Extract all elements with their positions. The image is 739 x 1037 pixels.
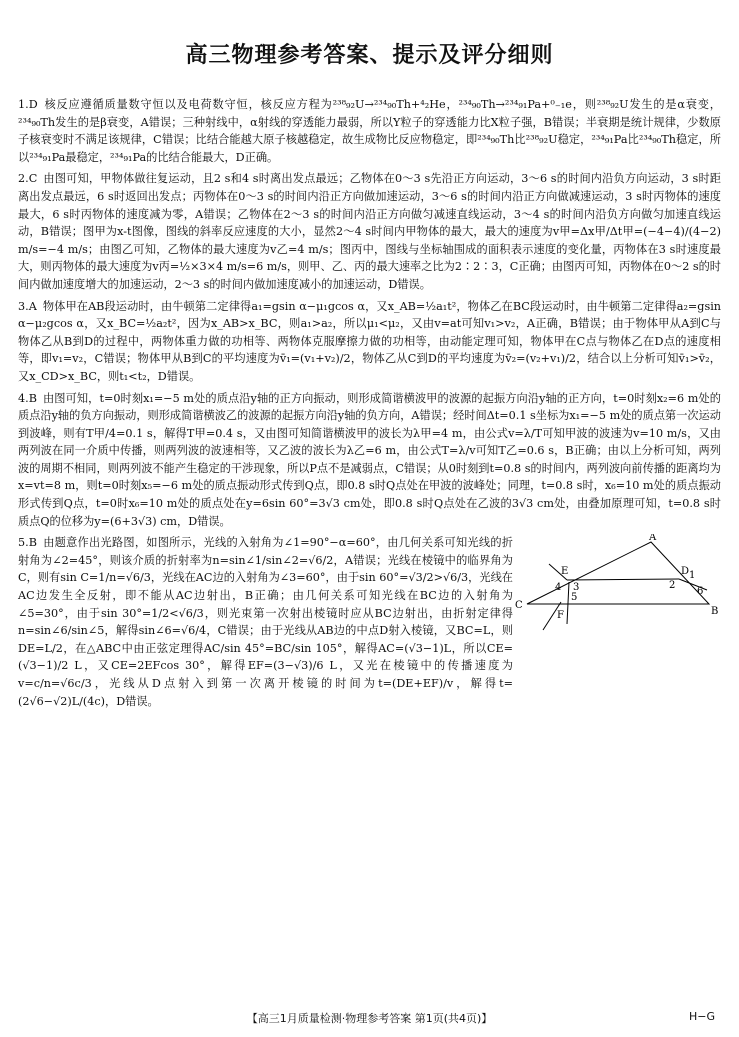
item-5-body	[18, 534, 513, 710]
item-number: 1.	[18, 98, 29, 111]
label-c: C	[515, 600, 523, 612]
item-answer: A	[28, 299, 37, 313]
angle-label-1: 1	[689, 570, 696, 582]
label-b: B	[711, 606, 719, 618]
item-answer: D	[28, 98, 38, 111]
footer-code: H−G	[688, 1010, 715, 1023]
angle-label-4: 4	[555, 582, 562, 594]
angle-label-3: 3	[573, 582, 580, 594]
angle-label-6: 6	[697, 586, 704, 598]
footer-center-text: 【高三1月质量检测·物理参考答案 第1页(共4页)】	[246, 1012, 493, 1025]
item-number: 5.	[18, 536, 29, 550]
item-number: 2.	[18, 172, 29, 186]
item-answer: B	[28, 391, 37, 405]
answer-content	[18, 96, 721, 714]
answer-item-1	[18, 96, 721, 166]
item-explanation: 由图可知，甲物体做往复运动，且2 s和4 s时离出发点最远；乙物体在0～3 s先沿正方向运动，3～6 s的时间内沿负方向运动，3 s时距离出发点最远，6 s时返回出发点；丙物体在0～3 s的时间内沿正方向做加速运动，3～6 s的时间内沿正方向做减速运动，3 s时丙物体的速度最大，6 s时丙物体的速度减为零，A错误；乙物体在2～3 s的时间内沿正方向做匀减速直线运动，3～4 s的时间内沿负方向做匀加速直线运动，B错误；图甲为x-t图像，图线的斜率反应速度的大小，显然2～4 s时间内甲物体的最大，最大的速度为v甲=Δx甲/Δt甲=(−4−4)/(4−2) m/s=−4 m/s；由图乙可知，乙物体的最大速度为v乙=4 m/s；图丙中，图线与坐标轴围成的面积表示速度的变化量，丙物体在3 s时速度最大，则丙物体的最大速度为v丙=½×3×4 m/s=6 m/s，则甲、乙、丙的最大速率之比为2∶2∶3，C正确；由图丙可知，丙物体在0～2 s的时间内做加速度增大的加速运动，2～3 s的时间内做加速度减小的加速运动，D错误。	[18, 172, 721, 291]
item-answer: B	[28, 536, 37, 550]
item-explanation: 由题意作出光路图，如图所示，光线的入射角为∠1=90°−α=60°，由几何关系可知光线的折射角为∠2=45°，则该介质的折射率为n=sin∠1/sin∠2=√6/2，A错误；光线在棱镜中的临界角为C，则有sin C=1/n=√6/3，光线在AC边的入射角为∠3=60°，由于sin 60°=√3/2>√6/3，光线在AC边发生全反射，即不能从AC边射出，B正确；由几何关系可知光线在BC边的入射角为∠5=30°，由于sin 30°=1/2<√6/3，则光束第一次射出棱镜时应从BC边射出，由折射定律得n=sin∠6/sin∠5，解得sin∠6=√6/4，C错误；由于光线从AB边的中点D射入棱镜，又BC=L，则DE=L/2，在△ABC中由正弦定理得AC/sin 45°=BC/sin 105°，解得AC=(√3−1)L，所以CE=(√3−1)/2 L，又CE=2EFcos 30°，解得EF=(3−√3)/6 L，又光在棱镜中的传播速度为v=c/n=√6c/3，光线从D点射入到第一次离开棱镜的时间为t=(DE+EF)/v，解得t=(2√6−√2)L/(4c)，D错误。	[18, 536, 513, 708]
answer-item-4	[18, 390, 721, 531]
label-d: D	[681, 566, 690, 578]
reflected-ray	[567, 582, 569, 624]
page-title: 高三物理参考答案、提示及评分细则	[185, 43, 554, 68]
item-explanation: 核反应遵循质量数守恒以及电荷数守恒，核反应方程为²³⁸₉₂U→²³⁴₉₀Th+⁴₂He，²³⁴₉₀Th→²³⁴₉₁Pa+⁰₋₁e，则²³⁸₉₂U发生的是α衰变，²³⁴₉₀Th发生的是β衰变，A错误；三种射线中，α射线的穿透能力最弱，所以Y粒子的穿透能力比X粒子强，B错误；半衰期是统计规律，少数原子核衰变时不满足该规律，C错误；比结合能越大原子核越稳定，故生成物比反应物稳定，即²³⁴₉₀Th比²³⁸₉₂U稳定，²³⁴₉₁Pa比²³⁴₉₀Th稳定，所以²³⁴₉₁Pa最稳定，²³⁴₉₁Pa的比结合能最大，D正确。	[18, 98, 721, 164]
item-explanation: 物体甲在AB段运动时，由牛顿第二定律得a₁=gsin α−μ₁gcos α，又x_AB=½a₁t²，物体乙在BC段运动时，由牛顿第二定律得a₂=gsin α−μ₂gcos α，又x_BC=½a₂t²，因为x_AB>x_BC，则a₁>a₂，所以μ₁<μ₂，又由v=at可知v₁>v₂，A正确，B错误；由于物体甲从A到C与物体乙从B到D的过程中，两物体重力做的功相等、两物体克服摩擦力做的功相等，由动能定理可知，物体甲在C点与物体乙在D点的速度相等，即v₁=v₂，C错误；物体甲从B到C的平均速度为v̄₁=(v₁+v₂)/2，物体乙从C到D的平均速度为v̄₂=(v₂+v₁)/2，结合以上分析可知v̄₁>v̄₂，又x_CD>x_BC，则t₁<t₂，D错误。	[18, 299, 721, 383]
prism-light-path-diagram	[509, 534, 721, 644]
item-answer: C	[28, 172, 38, 186]
answer-item-5	[18, 534, 721, 710]
answer-item-2	[18, 170, 721, 293]
item-explanation: 由图可知，t=0时刻x₁=−5 m处的质点沿y轴的正方向振动，则形成简谐横波甲的波源的起振方向沿y轴的正方向，t=0时刻x₂=6 m处的质点沿y轴的负方向振动，则形成简谐横波乙的波源的起振方向沿y轴的负方向，A错误；经时间Δt=0.1 s坐标为x₁=−5 m处的质点第一次运动到波峰，则有T甲/4=0.1 s，解得T甲=0.4 s，又由图可知简谐横波甲的波长为λ甲=4 m，由公式v=λ/T可知甲波的波速为v=10 m/s，又由两列波在同一介质中传播，则两列波的波速相等，又乙波的波长为λ乙=6 m，由公式T=λ/v可知T乙=0.6 s，B正确；由以上分析可知，两列波的周期不相同，则两列波不能产生稳定的干涉现象，所以P点不是减弱点，C错误；从0时刻到t=0.8 s的时间内，两列波向前传播的距离均为x=vt=8 m，则t=0时刻x₅=−6 m处的质点振动形式传到Q点，即0.8 s时Q点处在甲波的波峰处；同理，t=0.8 s时，x₆=10 m处的质点振动形式传到Q点，t=0时x₆=10 m处的质点处在y=6sin 60°=3√3 cm处，即0.8 s时Q点处在乙波的3√3 cm处，由叠加原理可知，t=0.8 s时质点Q的位移为y=(6+3√3) cm，D错误。	[18, 391, 721, 528]
angle-label-2: 2	[669, 580, 676, 592]
item-number: 3.	[18, 299, 29, 313]
label-f: F	[557, 610, 564, 622]
item-number: 4.	[18, 391, 29, 405]
refracted-ray	[567, 579, 679, 580]
label-a: A	[649, 534, 657, 544]
angle-label-5: 5	[571, 592, 578, 604]
answer-item-3	[18, 298, 721, 386]
label-e: E	[561, 566, 569, 578]
